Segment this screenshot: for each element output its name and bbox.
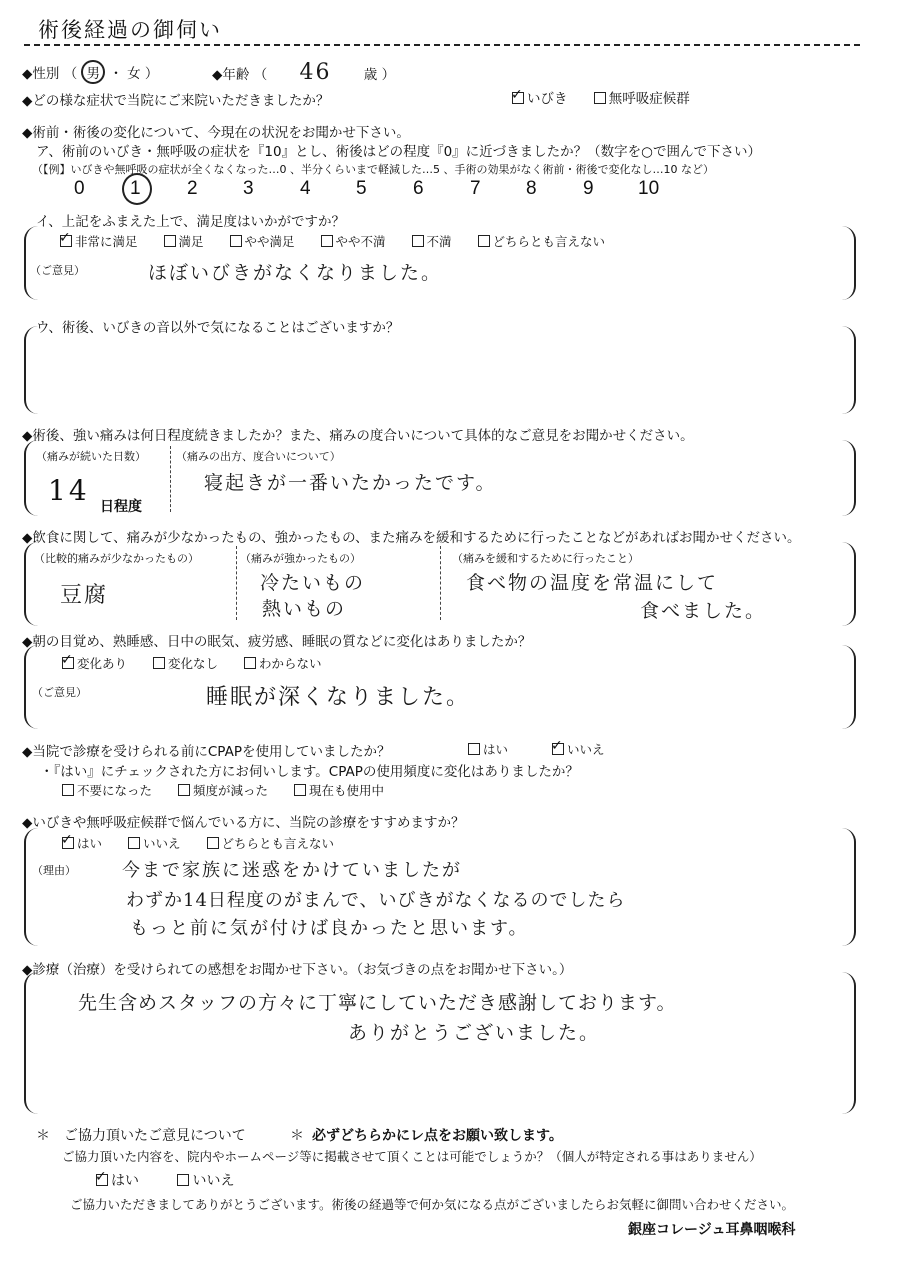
- satisfaction-question: イ、上記をふまえた上で、満足度はいかがですか？: [36, 214, 346, 230]
- checkbox-icon: [178, 784, 190, 796]
- footer-thanks: ご協力いただきましてありがとうございます。術後の経過等で何か気になる点がございましたらお気軽に御問い合わせください。: [70, 1197, 795, 1212]
- checkbox-icon: [478, 235, 490, 247]
- consent-options: [96, 1170, 256, 1190]
- pain-days-label: （痛みが続いた日数）: [36, 450, 146, 463]
- cpap-sub-option-reduced[interactable]: 頻度が減った: [178, 783, 268, 798]
- food-strong-label: （痛みが強かったもの）: [240, 552, 361, 565]
- checkbox-icon: [412, 235, 424, 247]
- checkbox-icon: [153, 657, 165, 669]
- recommend-question: ◆いびきや無呼吸症候群で悩んでいる方に、当院の診療をすすめますか？: [22, 815, 465, 831]
- other-answer-box[interactable]: [24, 326, 856, 414]
- checkbox-icon: [207, 837, 219, 849]
- age-value[interactable]: 46: [299, 60, 332, 85]
- checkbox-icon: [230, 235, 242, 247]
- cpap-sub-options: [62, 781, 406, 799]
- gender-female[interactable]: 女: [127, 66, 141, 82]
- sleep-option-unknown[interactable]: わからない: [244, 656, 322, 671]
- gender-row: [22, 60, 158, 84]
- checkbox-checked-icon: [96, 1174, 108, 1186]
- food-relief-line2[interactable]: 食べました。: [640, 600, 767, 622]
- change-intro: ◆術前・術後の変化について、今現在の状況をお聞かせ下さい。: [22, 125, 410, 141]
- scale-0[interactable]: 0: [74, 178, 85, 199]
- age-close: ）: [381, 67, 396, 83]
- cpap-sub-option-unneeded[interactable]: 不要になった: [62, 783, 152, 798]
- checkbox-checked-icon: [512, 92, 524, 104]
- consent-heading-left: ＊ ご協力頂いたご意見について: [36, 1128, 246, 1144]
- satisfaction-opinion[interactable]: ほぼいびきがなくなりました。: [148, 262, 443, 284]
- cpap-question: ◆当院で診療を受けられる前にCPAPを使用していましたか？: [22, 744, 391, 760]
- pain-question: ◆術後、強い痛みは何日程度続きましたか？また、痛みの度合いについて具体的なご意見をお聞かせください。: [22, 428, 694, 444]
- cpap-sub-question: ・『はい』にチェックされた方にお伺いします。CPAPの使用頻度に変化はありましたか？: [40, 764, 579, 780]
- cpap-option-no[interactable]: ✓ いいえ: [552, 742, 605, 757]
- consent-option-yes[interactable]: ✓はい: [96, 1173, 139, 1189]
- recommend-options: [62, 834, 356, 852]
- food-strong-line2[interactable]: 熱いもの: [262, 598, 347, 620]
- checkbox-icon: [594, 92, 606, 104]
- clinic-name: 銀座コレージュ耳鼻咽喉科: [628, 1222, 796, 1238]
- age-label: ◆年齢: [212, 67, 250, 83]
- cpap-sub-option-still-using[interactable]: 現在も使用中: [294, 783, 384, 798]
- checkbox-icon: [177, 1174, 189, 1186]
- impression-line2[interactable]: ありがとうございました。: [348, 1022, 601, 1044]
- checkbox-icon: [244, 657, 256, 669]
- satisfaction-option-somewhat[interactable]: やや満足: [230, 234, 295, 249]
- satisfaction-option-somewhat-dissatisfied[interactable]: やや不満: [321, 234, 386, 249]
- recommend-option-no[interactable]: いいえ: [128, 836, 181, 851]
- recommend-reason-label: （理由）: [32, 864, 76, 877]
- selected-circle-mark: [122, 173, 152, 205]
- change-example: （【例】いびきや無呼吸の症状が全くなくなった…0 、半分くらいまで軽減した…5 、手術の効果がなく術前・術後で変化なし…10 など）: [32, 163, 714, 176]
- food-question: ◆飲食に関して、痛みが少なかったもの、強かったもの、また痛みを緩和するために行ったことなどがあればお聞かせください。: [22, 530, 801, 546]
- sleep-option-changed[interactable]: ✓変化あり: [62, 656, 127, 671]
- recommend-reason-line1[interactable]: 今まで家族に迷惑をかけていましたが: [122, 860, 462, 881]
- pain-days-unit: 日程度: [100, 499, 142, 515]
- food-divider-1: [236, 546, 237, 620]
- gender-label: ◆性別: [22, 66, 60, 82]
- checkbox-icon: [62, 784, 74, 796]
- title-divider: [24, 44, 860, 49]
- symptom-options: [512, 87, 712, 107]
- food-divider-2: [440, 546, 441, 620]
- checkbox-icon: [468, 743, 480, 755]
- impression-question: ◆診療（治療）を受けられての感想をお聞かせ下さい。（お気づきの点をお聞かせ下さい。）: [22, 962, 573, 978]
- symptom-option-snoring[interactable]: ✓ いびき: [512, 91, 568, 107]
- cpap-options: [468, 740, 627, 758]
- pain-detail-label: （痛みの出方、度合いについて）: [176, 450, 341, 463]
- satisfaction-option-neutral[interactable]: どちらとも言えない: [478, 234, 606, 249]
- impression-line1[interactable]: 先生含めスタッフの方々に丁寧にしていただき感謝しております。: [78, 992, 677, 1014]
- pain-days-value[interactable]: 14: [48, 474, 90, 507]
- page-title: 術後経過の御伺い: [38, 18, 222, 42]
- gender-sep: ・: [109, 66, 123, 82]
- scale-10[interactable]: 10: [638, 178, 660, 199]
- scale-2[interactable]: 2: [187, 178, 198, 199]
- scale-8[interactable]: 8: [526, 178, 537, 199]
- other-question: ウ、術後、いびきの音以外で気になることはございますか？: [36, 320, 400, 336]
- consent-option-no[interactable]: いいえ: [177, 1173, 234, 1189]
- sleep-option-unchanged[interactable]: 変化なし: [153, 656, 218, 671]
- scale-7[interactable]: 7: [470, 178, 481, 199]
- food-strong-line1[interactable]: 冷たいもの: [260, 572, 366, 594]
- satisfaction-option-satisfied[interactable]: 満足: [164, 234, 204, 249]
- checkbox-checked-icon: [552, 743, 564, 755]
- symptom-option-apnea[interactable]: 無呼吸症候群: [594, 91, 690, 107]
- recommend-option-neutral[interactable]: どちらとも言えない: [207, 836, 335, 851]
- pain-detail[interactable]: 寝起きが一番いたかったです。: [204, 472, 497, 494]
- consent-heading-star: ＊: [290, 1128, 304, 1144]
- gender-male[interactable]: 男: [81, 60, 105, 84]
- recommend-reason-line3[interactable]: もっと前に気が付けば良かったと思います。: [130, 918, 529, 939]
- scale-4[interactable]: 4: [300, 178, 311, 199]
- pain-divider: [170, 446, 171, 512]
- scale-3[interactable]: 3: [243, 178, 254, 199]
- sleep-question: ◆朝の目覚め、熟睡感、日中の眠気、疲労感、睡眠の質などに変化はありましたか？: [22, 634, 532, 650]
- checkbox-icon: [128, 837, 140, 849]
- symptom-question: ◆どの様な症状で当院にご来院いただきましたか？: [22, 93, 330, 109]
- age-open: （: [253, 67, 268, 83]
- change-question-a: ア、術前のいびき・無呼吸の症状を『10』とし、術後はどの程度『0』に近づきましたか？（数字を○で囲んで下さい）: [36, 144, 761, 160]
- consent-heading-right: 必ずどちらかにレ点をお願い致します。: [312, 1128, 563, 1144]
- checkbox-checked-icon: [62, 837, 74, 849]
- food-relief-label: （痛みを緩和するために行ったこと）: [452, 552, 639, 565]
- satisfaction-option-dissatisfied[interactable]: 不満: [412, 234, 452, 249]
- satisfaction-opinion-label: （ご意見）: [30, 264, 85, 277]
- checkbox-checked-icon: [60, 235, 72, 247]
- age-unit: 歳: [363, 67, 378, 83]
- recommend-reason-line2[interactable]: わずか14日程度のがまんで、いびきがなくなるのでしたら: [126, 890, 626, 911]
- recommend-option-yes[interactable]: ✓はい: [62, 836, 102, 851]
- food-relief-line1[interactable]: 食べ物の温度を常温にして: [466, 572, 719, 594]
- satisfaction-option-very[interactable]: ✓非常に満足: [60, 234, 138, 249]
- checkbox-checked-icon: [62, 657, 74, 669]
- checkbox-icon: [294, 784, 306, 796]
- satisfaction-options: [60, 232, 627, 250]
- food-less-label: （比較的痛みが少なかったもの）: [34, 552, 199, 565]
- gender-close: ）: [144, 66, 159, 82]
- cpap-option-yes[interactable]: はい: [468, 742, 508, 757]
- consent-text: ご協力頂いた内容を、院内やホームページ等に掲載させて頂くことは可能でしょうか？（個人が特定される事はありません）: [62, 1149, 762, 1164]
- sleep-opinion[interactable]: 睡眠が深くなりました。: [206, 685, 471, 710]
- sleep-opinion-label: （ご意見）: [32, 686, 87, 699]
- scale-6[interactable]: 6: [413, 178, 424, 199]
- scale-5[interactable]: 5: [356, 178, 367, 199]
- food-less-value[interactable]: 豆腐: [60, 583, 109, 608]
- scale-9[interactable]: 9: [583, 178, 594, 199]
- sleep-options: [62, 654, 344, 672]
- checkbox-icon: [164, 235, 176, 247]
- checkbox-icon: [321, 235, 333, 247]
- scale-1[interactable]: 1: [130, 178, 141, 199]
- age-row: [212, 60, 395, 85]
- gender-open: （: [63, 66, 78, 82]
